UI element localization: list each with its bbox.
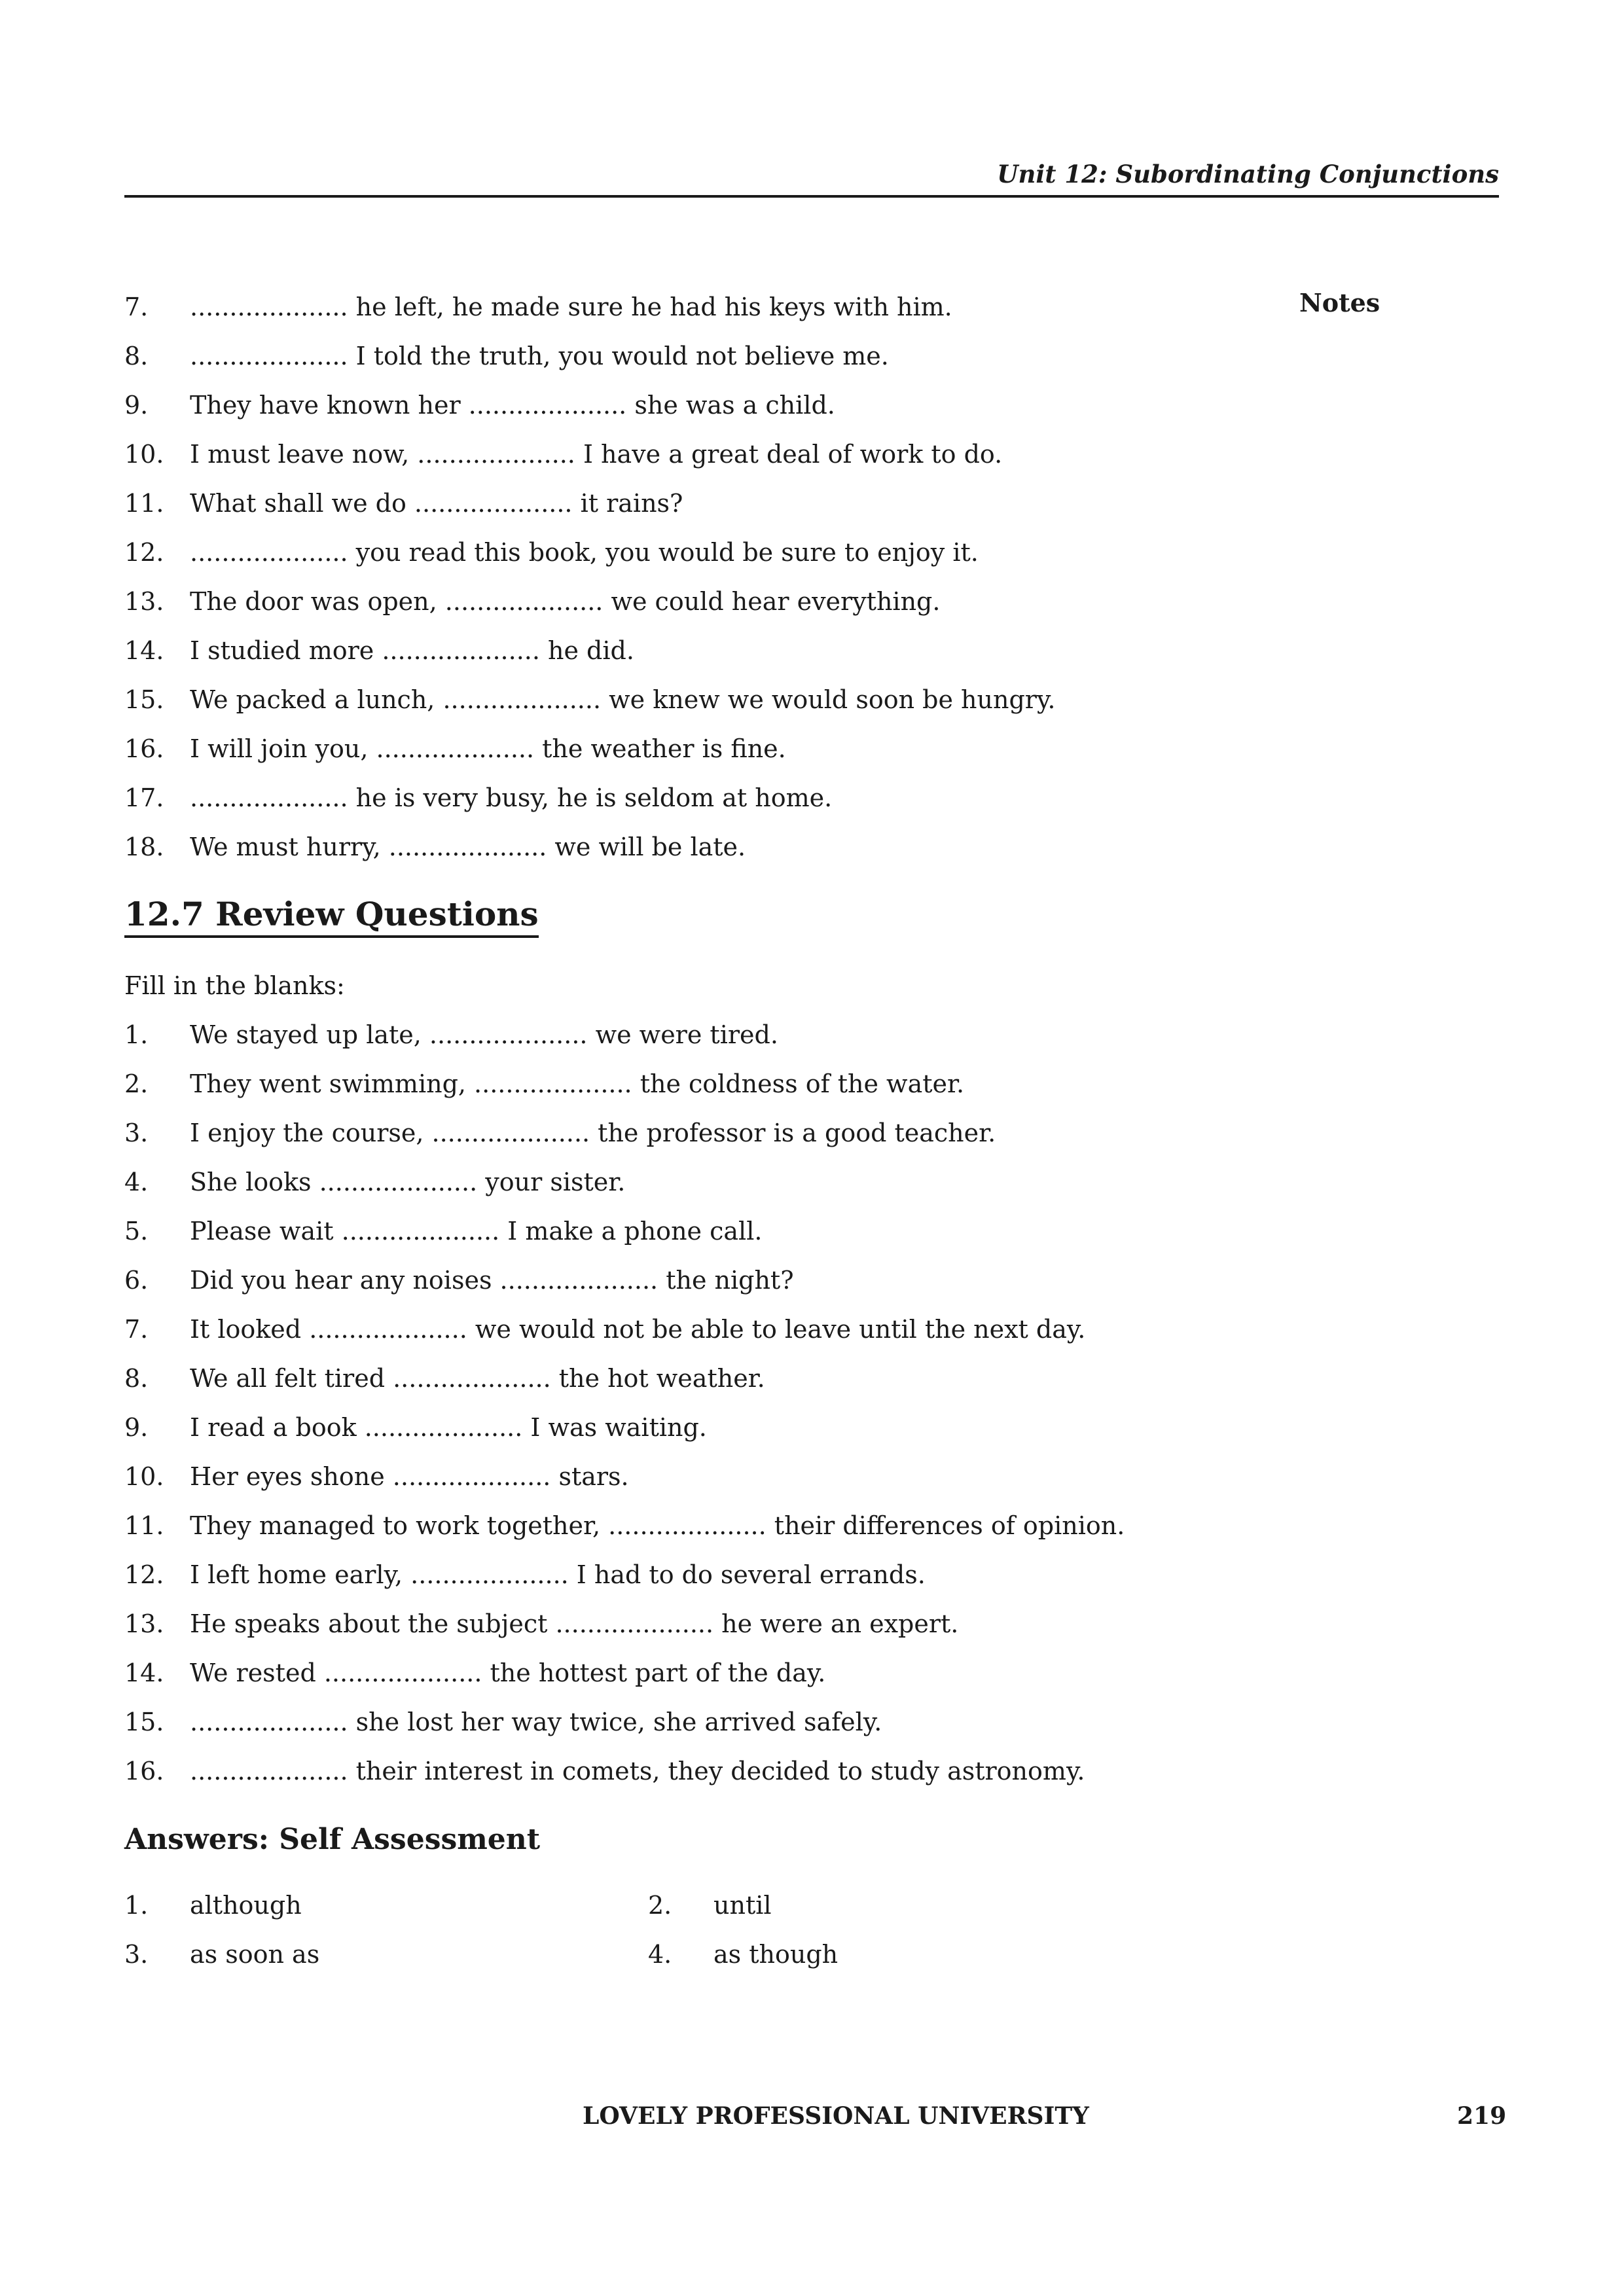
review-item [124, 1167, 625, 1197]
item-number: 11. [124, 489, 164, 518]
review-item [124, 1216, 762, 1246]
footer-university: LOVELY PROFESSIONAL UNIVERSITY [583, 2102, 1089, 2130]
exercise-item [124, 832, 746, 862]
item-number: 8. [124, 1364, 149, 1393]
item-number: 8. [124, 342, 149, 370]
item-number: 12. [124, 538, 164, 567]
item-text: We all felt tired .................... the hot weather. [190, 1364, 765, 1393]
exercise-item [124, 586, 940, 617]
review-item [124, 1363, 765, 1393]
review-item [124, 1462, 629, 1492]
item-text: Did you hear any noises .................... the night? [190, 1266, 794, 1295]
item-text: I enjoy the course, .................... the professor is a good teacher. [190, 1119, 996, 1147]
answer-number: 1. [124, 1891, 149, 1920]
item-number: 2. [124, 1069, 149, 1098]
answer-text: as soon as [190, 1940, 320, 1969]
exercise-item [124, 292, 952, 322]
item-text: .................... he left, he made sure he had his keys with him. [190, 293, 952, 321]
item-number: 16. [124, 734, 164, 763]
item-number: 9. [124, 391, 149, 420]
item-number: 14. [124, 1659, 164, 1687]
exercise-item [124, 439, 1002, 469]
answer-item [124, 1939, 319, 1969]
item-text: The door was open, .................... we could hear everything. [190, 587, 941, 616]
item-number: 10. [124, 1462, 164, 1491]
item-number: 18. [124, 833, 164, 861]
exercise-item [124, 685, 1055, 715]
item-text: We rested .................... the hottest part of the day. [190, 1659, 826, 1687]
exercise-item [124, 537, 979, 567]
review-item [124, 1069, 964, 1099]
answer-text: until [713, 1891, 772, 1920]
item-text: .................... he is very busy, he is seldom at home. [190, 783, 833, 812]
item-number: 15. [124, 1708, 164, 1736]
item-number: 11. [124, 1511, 164, 1540]
item-number: 6. [124, 1266, 149, 1295]
item-text: We packed a lunch, .................... we knew we would soon be hungry. [190, 685, 1056, 714]
instructions: Fill in the blanks: [124, 971, 345, 1000]
page-header [124, 157, 1499, 198]
item-number: 15. [124, 685, 164, 714]
item-number: 9. [124, 1413, 149, 1442]
item-text: They managed to work together, .................... their differences of opinion. [190, 1511, 1125, 1540]
item-text: .................... you read this book, you would be sure to enjoy it. [190, 538, 979, 567]
item-text: I read a book .................... I was waiting. [190, 1413, 707, 1442]
exercise-item [124, 488, 683, 518]
page-number: 219 [1457, 2102, 1507, 2130]
item-text: I left home early, .................... I had to do several errands. [190, 1560, 926, 1589]
review-item [124, 1707, 882, 1737]
answer-number: 4. [648, 1940, 672, 1969]
answer-number: 3. [124, 1940, 149, 1969]
review-item [124, 1560, 926, 1590]
item-text: What shall we do .................... it rains? [190, 489, 683, 518]
item-number: 7. [124, 293, 149, 321]
review-item [124, 1511, 1125, 1541]
item-text: They have known her .................... she was a child. [190, 391, 835, 420]
item-text: .................... their interest in comets, they decided to study astronomy. [190, 1757, 1085, 1785]
item-number: 3. [124, 1119, 149, 1147]
item-text: .................... I told the truth, you would not believe me. [190, 342, 889, 370]
exercise-item [124, 341, 889, 371]
answer-item [124, 1890, 302, 1920]
exercise-item [124, 636, 634, 666]
item-text: He speaks about the subject .................... he were an expert. [190, 1609, 959, 1638]
review-item [124, 1020, 778, 1050]
item-number: 12. [124, 1560, 164, 1589]
answers-heading: Answers: Self Assessment [124, 1823, 541, 1856]
item-number: 7. [124, 1315, 149, 1344]
item-text: I must leave now, .................... I have a great deal of work to do. [190, 440, 1003, 469]
item-number: 5. [124, 1217, 149, 1246]
item-number: 17. [124, 783, 164, 812]
item-text: We stayed up late, .................... we were tired. [190, 1020, 778, 1049]
review-item [124, 1658, 825, 1688]
exercise-item [124, 734, 786, 764]
item-text: Her eyes shone .................... stars. [190, 1462, 629, 1491]
notes-label: Notes [1299, 288, 1380, 317]
answer-text: although [190, 1891, 302, 1920]
item-number: 4. [124, 1168, 149, 1196]
item-text: I studied more .................... he did. [190, 636, 634, 665]
item-text: They went swimming, .................... the coldness of the water. [190, 1069, 965, 1098]
item-number: 1. [124, 1020, 149, 1049]
item-text: She looks .................... your sister. [190, 1168, 626, 1196]
item-number: 14. [124, 636, 164, 665]
answer-number: 2. [648, 1891, 672, 1920]
review-item [124, 1118, 996, 1148]
exercise-item [124, 390, 835, 420]
item-number: 13. [124, 587, 164, 616]
review-item [124, 1265, 794, 1295]
exercise-item [124, 783, 832, 813]
item-number: 10. [124, 440, 164, 469]
answer-item [648, 1890, 772, 1920]
item-text: It looked .................... we would not be able to leave until the next day. [190, 1315, 1086, 1344]
unit-title: Unit 12: Subordinating Conjunctions [997, 160, 1499, 188]
item-number: 13. [124, 1609, 164, 1638]
item-text: Please wait .................... I make a phone call. [190, 1217, 763, 1246]
review-item [124, 1314, 1085, 1344]
review-item [124, 1412, 707, 1443]
item-text: .................... she lost her way twice, she arrived safely. [190, 1708, 882, 1736]
item-text: We must hurry, .................... we will be late. [190, 833, 746, 861]
answer-item [648, 1939, 838, 1969]
answer-text: as though [713, 1940, 839, 1969]
item-number: 16. [124, 1757, 164, 1785]
item-text: I will join you, .................... the weather is fine. [190, 734, 786, 763]
review-item [124, 1756, 1085, 1786]
review-item [124, 1609, 958, 1639]
section-heading: 12.7 Review Questions [124, 893, 539, 938]
